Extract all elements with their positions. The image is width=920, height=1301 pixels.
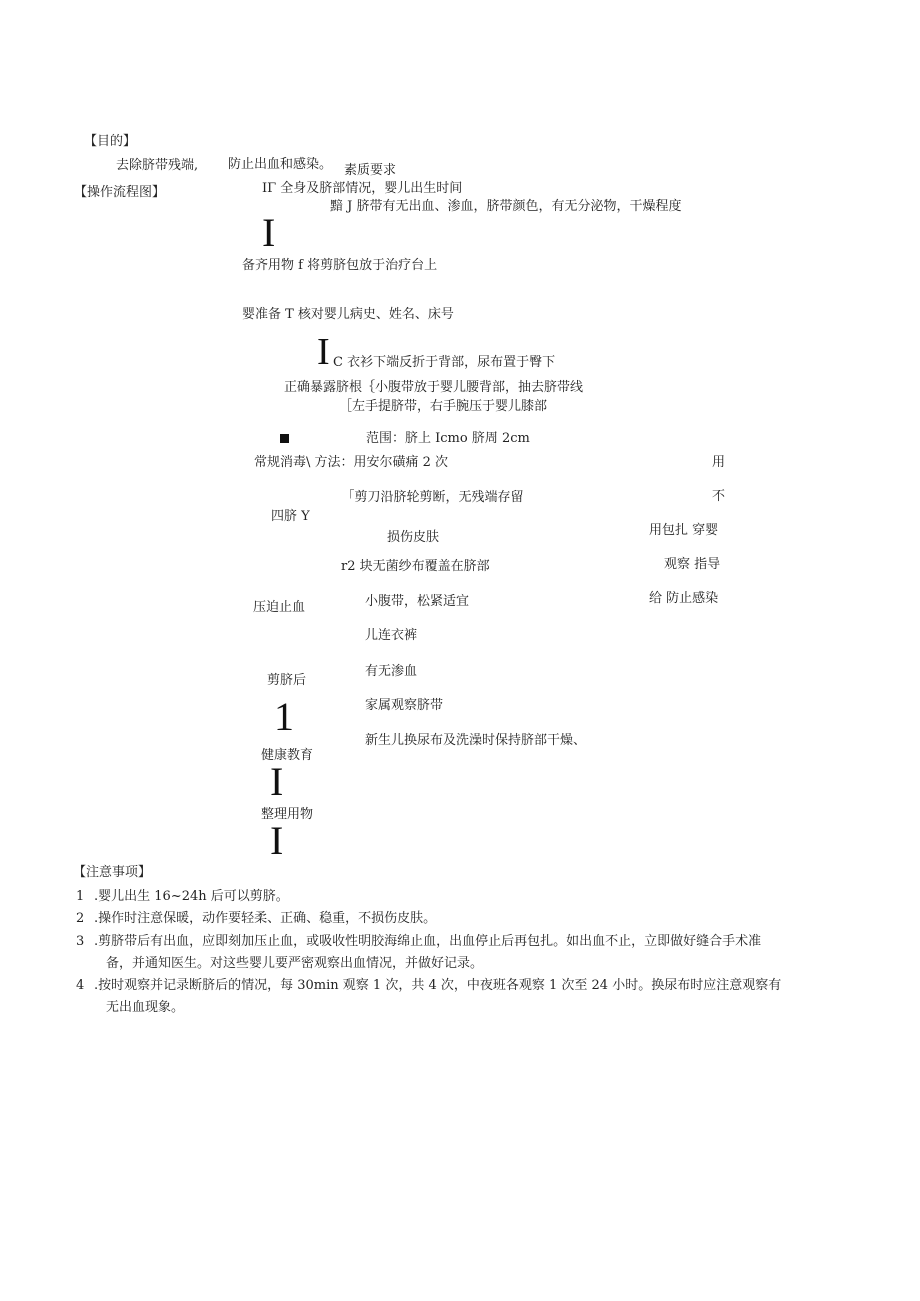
purpose-text-2: 防止出血和感染。 bbox=[228, 157, 333, 172]
note-number-2: 2 bbox=[76, 911, 85, 926]
note-number-4: 4 bbox=[76, 978, 85, 993]
notes-heading: 【注意事项】 bbox=[73, 865, 152, 880]
flow-arrow-bar-3: 1 bbox=[274, 694, 294, 739]
after-cut-label: 剪脐后 bbox=[267, 673, 307, 688]
baby-clothes: 儿连衣裤 bbox=[365, 628, 418, 643]
disinfect-range: 范围：脐上 Icmo 脐周 2cm bbox=[366, 431, 530, 446]
tidy-items: 整理用物 bbox=[261, 807, 314, 822]
expose-line-1: C 衣衫下端反折于背部，尿布置于臀下 bbox=[333, 355, 556, 370]
flow-arrow-bar-1: I bbox=[262, 210, 276, 255]
expose-line-3: ［左手提脐带，右手腕压于婴儿膝部 bbox=[339, 399, 548, 414]
flow-arrow-bar-4: I bbox=[270, 759, 284, 804]
note-text-2: .操作时注意保暖，动作要轻柔、正确、稳重，不损伤皮肤。 bbox=[94, 911, 437, 926]
family-observe: 家属观察脐带 bbox=[365, 698, 444, 713]
note-text-3: .剪脐带后有出血，应即刻加压止血，或吸收性明胶海绵止血，出血停止后再包扎。如出血不止，立即做好缝合手术准 bbox=[94, 934, 762, 949]
note-text-4: .按时观察并记录断脐后的情况，每 30min 观察 1 次，共 4 次，中夜班各观察 1 次至 24 小时。换尿布时应注意观察有 bbox=[94, 978, 782, 993]
assess-line-1: IΓ 全身及脐部情况，婴儿出生时间 bbox=[262, 181, 463, 196]
right-fragment-1: 用 bbox=[712, 455, 726, 470]
belly-band: 小腹带，松紧适宜 bbox=[365, 594, 470, 609]
note-number-1: 1 bbox=[76, 889, 85, 904]
note-text-4-cont: 无出血现象。 bbox=[106, 1000, 185, 1015]
assess-line-2: 黯 J 脐带有无出血、渗血，脐带颜色，有无分泌物，干燥程度 bbox=[330, 199, 682, 214]
expose-line-2: 正确暴露脐根｛小腹带放于婴儿腰背部，抽去脐带线 bbox=[284, 380, 584, 395]
prepare-items: 备齐用物 f 将剪脐包放于治疗台上 bbox=[242, 258, 438, 273]
flow-arrow-bar-5: I bbox=[270, 818, 284, 863]
note-text-3-cont: 备，并通知医生。对这些婴儿要严密观察出血情况，并做好记录。 bbox=[106, 956, 484, 971]
flow-arrow-bar-2: I bbox=[317, 331, 330, 373]
check-bleeding: 有无渗血 bbox=[365, 664, 418, 679]
note-number-3: 3 bbox=[76, 934, 85, 949]
right-fragment-5: 给 防止感染 bbox=[649, 591, 719, 606]
prepare-baby: 婴准备 T 核对婴儿病史、姓名、床号 bbox=[242, 307, 454, 322]
quality-requirements: 素质要求 bbox=[344, 163, 397, 178]
right-fragment-2: 不 bbox=[712, 489, 726, 504]
cut-line-2: 损伤皮肤 bbox=[387, 530, 440, 545]
purpose-text-1: 去除脐带残端, bbox=[116, 158, 199, 173]
keep-dry: 新生儿换尿布及洗澡时保持脐部干燥、 bbox=[365, 733, 587, 748]
purpose-heading: 【目的】 bbox=[84, 134, 137, 149]
note-text-1: .婴儿出生 16~24h 后可以剪脐。 bbox=[94, 889, 289, 904]
flow-marker-square bbox=[280, 434, 289, 443]
right-fragment-3: 用包扎 穿婴 bbox=[649, 523, 719, 538]
gauze-cover: r2 块无菌纱布覆盖在脐部 bbox=[341, 559, 490, 574]
cut-label: 四脐 Y bbox=[271, 509, 310, 524]
disinfect-method: 常规消毒\ 方法：用安尔磺痛 2 次 bbox=[254, 455, 449, 470]
cut-line-1: ｢剪刀沿脐轮剪断，无残端存留 bbox=[348, 490, 524, 505]
compress-stop-bleeding: 压迫止血 bbox=[253, 600, 306, 615]
right-fragment-4: 观察 指导 bbox=[664, 557, 721, 572]
health-education: 健康教育 bbox=[261, 748, 314, 763]
flowchart-heading: 【操作流程图】 bbox=[74, 185, 166, 200]
